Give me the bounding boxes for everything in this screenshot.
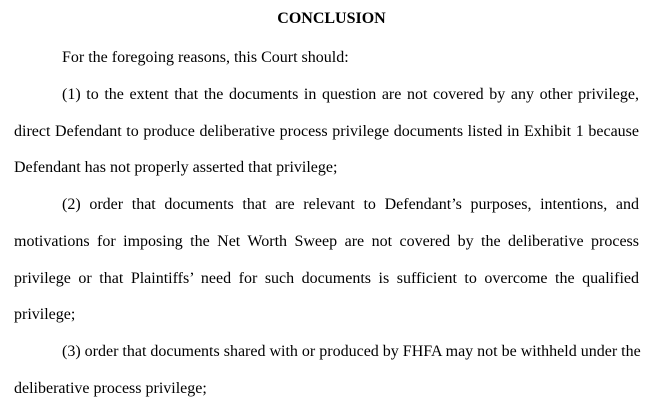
- item-1-line-3: Defendant has not properly asserted that privilege;: [14, 159, 338, 176]
- item-2-line-2: motivations for imposing the Net Worth Sweep are not covered by the deliberative process: [14, 233, 639, 250]
- item-1-line-1: (1) to the extent that the documents in question are not covered by any other privilege,: [62, 86, 639, 103]
- section-heading: CONCLUSION: [277, 10, 386, 27]
- item-2-line-1: (2) order that documents that are relevant to Defendant’s purposes, intentions, and: [62, 196, 639, 213]
- item-2-line-4: privilege;: [14, 306, 76, 323]
- item-2-line-3: privilege or that Plaintiffs’ need for such documents is sufficient to overcome the qualified: [14, 270, 639, 287]
- intro-line: For the foregoing reasons, this Court should:: [62, 49, 349, 66]
- item-3-line-1: (3) order that documents shared with or produced by FHFA may not be withheld under the: [62, 343, 641, 360]
- item-3-line-2: deliberative process privilege;: [14, 380, 207, 397]
- item-1-line-2: direct Defendant to produce deliberative process privilege documents listed in Exhibit 1 because: [14, 123, 639, 140]
